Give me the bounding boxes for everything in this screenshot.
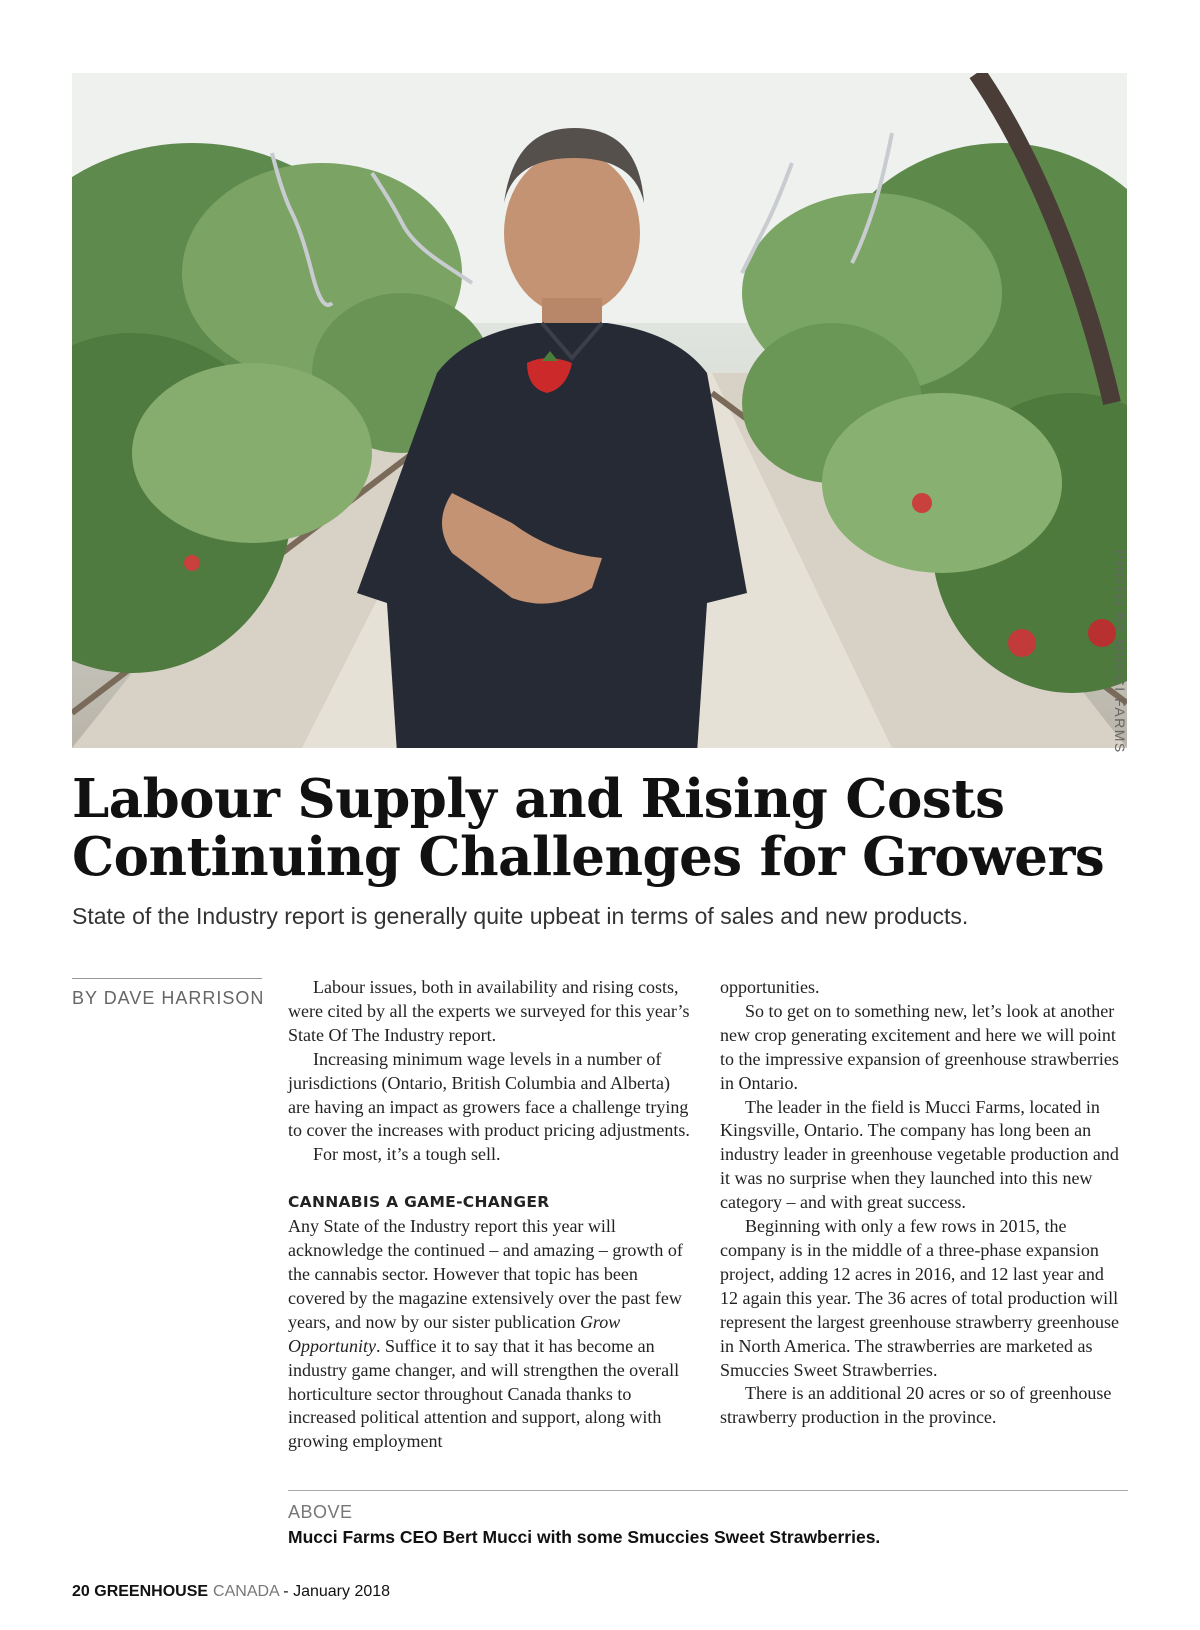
headline-line-2: Continuing Challenges for Growers xyxy=(72,826,1105,888)
issue-date: - January 2018 xyxy=(283,1583,391,1600)
body-column-1 xyxy=(288,976,690,1454)
page-footer xyxy=(72,1583,390,1601)
paragraph xyxy=(288,1215,690,1454)
paragraph: Beginning with only a few rows in 2015, the company is in the middle of a three-phase expansion project, adding 12 acres in 2016, and 12 last year and 12 again this year. The 36 acres of total production will represent the largest greenhouse strawberry greenhouse in North America. The strawberries are marketed as Smuccies Sweet Strawberries. xyxy=(720,1216,1120,1380)
spacer xyxy=(288,1167,690,1191)
paragraph: For most, it’s a tough sell. xyxy=(313,1144,501,1165)
caption-label: ABOVE xyxy=(288,1502,353,1522)
paragraph-text: . Suffice it to say that it has become an industry game changer, and will strengthen the overall horticulture sector throughout Canada thanks to increased political attention and support, along with growing employment xyxy=(288,1335,680,1452)
publication-title: Grow Opportunity xyxy=(288,1311,621,1356)
deck: State of the Industry report is generally quite upbeat in terms of sales and new products. xyxy=(72,903,969,929)
byline-rule xyxy=(72,978,262,979)
page-number: 20 xyxy=(72,1583,90,1600)
headline-line-1: Labour Supply and Rising Costs xyxy=(72,768,1005,830)
paragraph: The leader in the field is Mucci Farms, located in Kingsville, Ontario. The company has long been an industry leader in greenhouse vegetable production and it was no surprise when they launched into this new category – and with great success. xyxy=(720,1096,1119,1213)
caption-rule xyxy=(288,1490,1128,1491)
photo-illustration xyxy=(72,73,1127,748)
byline: BY DAVE HARRISON xyxy=(72,988,265,1008)
paragraph-text: Any State of the Industry report this year will acknowledge the continued – and amazing – growth of the cannabis sector. However that topic has been covered by the magazine extensively over the past few years, and now by our sister publication xyxy=(288,1216,683,1332)
paragraph: So to get on to something new, let’s look at another new crop generating excitement and here we will point to the impressive expansion of greenhouse strawberries in Ontario. xyxy=(720,1000,1119,1093)
magazine-name: GREENHOUSE xyxy=(94,1583,209,1600)
paragraph: Labour issues, both in availability and rising costs, were cited by all the experts we surveyed for this year’s State Of The Industry report. xyxy=(288,977,690,1045)
magazine-name-suffix: CANADA xyxy=(213,1583,279,1600)
paragraph: opportunities. xyxy=(720,977,820,997)
body-column-2 xyxy=(720,976,1126,1430)
subhead: CANNABIS A GAME-CHANGER xyxy=(288,1193,550,1212)
article-photo xyxy=(72,73,1127,748)
paragraph: There is an additional 20 acres or so of greenhouse strawberry production in the province. xyxy=(720,1383,1112,1428)
caption-text: Mucci Farms CEO Bert Mucci with some Smuccies Sweet Strawberries. xyxy=(288,1527,881,1547)
paragraph: Increasing minimum wage levels in a number of jurisdictions (Ontario, British Columbia and Alberta) are having an impact as growers face a challenge trying to cover the increases with product pricing adjustments. xyxy=(288,1048,690,1141)
photo-credit: PHOTO BY MUCCI FARMS xyxy=(1112,550,1128,754)
headline xyxy=(72,770,1142,886)
